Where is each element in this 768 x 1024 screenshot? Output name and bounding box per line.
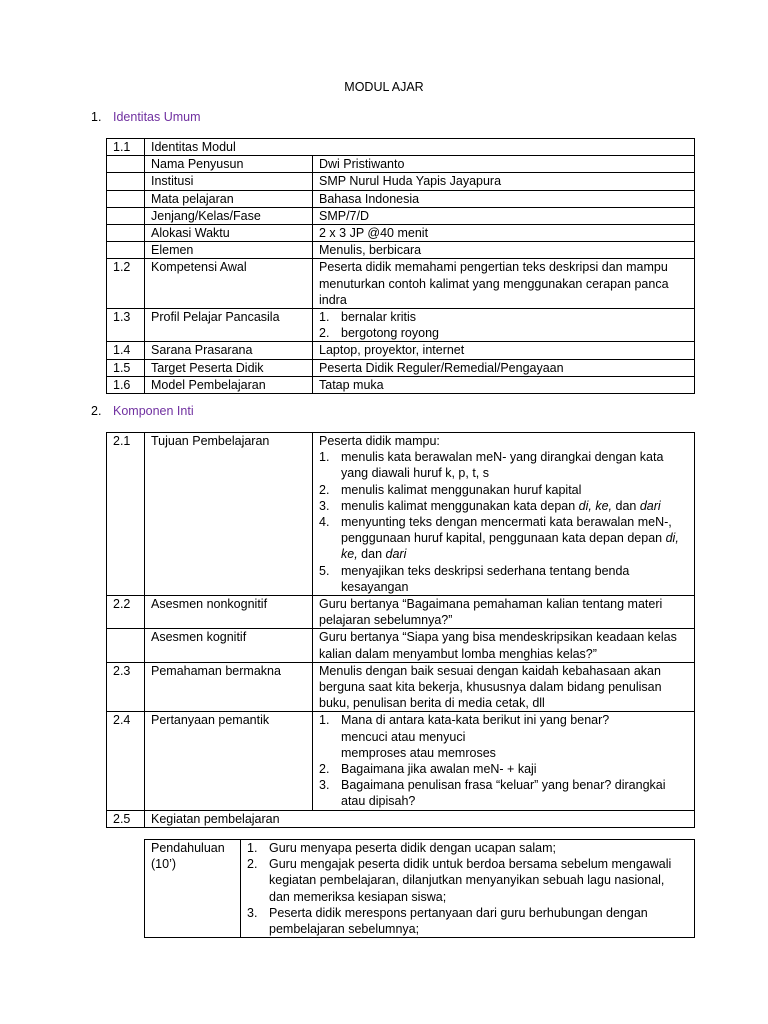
row-number-empty <box>107 242 145 259</box>
row-value: Tatap muka <box>313 376 695 393</box>
row-value: Peserta didik memahami pengertian teks deskripsi dan mampu menuturkan contoh kalimat yang menggunakan cerapan panca indra <box>313 259 695 309</box>
row-number: 2.3 <box>107 662 145 712</box>
row-number: 1.6 <box>107 376 145 393</box>
table-row <box>107 376 695 393</box>
row-value <box>313 433 695 596</box>
table-row <box>107 156 695 173</box>
tujuan-list <box>319 449 688 595</box>
row-value: SMP Nurul Huda Yapis Jayapura <box>313 173 695 190</box>
row-label: Pertanyaan pemantik <box>145 712 313 810</box>
row-label: Kegiatan pembelajaran <box>145 810 695 827</box>
kegiatan-table <box>144 839 695 938</box>
section-number: 1. <box>91 110 102 124</box>
list-item: 3. Bagaimana penulisan frasa “keluar” yang benar? dirangkai atau dipisah? <box>319 778 666 809</box>
row-number-empty <box>107 156 145 173</box>
section-number: 2. <box>91 404 102 418</box>
row-value: Bahasa Indonesia <box>313 190 695 207</box>
table-row <box>107 309 695 342</box>
list-item: 2. Guru mengajak peserta didik untuk berdoa bersama sebelum mengawali kegiatan pembelajaran, dilanjutkan menyanyikan sebuah lagu nasional, dan memeriksa kesiapan siswa; <box>247 857 672 904</box>
row-label: Mata pelajaran <box>145 190 313 207</box>
phase-label: Pendahuluan (10’) <box>145 840 241 938</box>
list-item: 4. menyunting teks dengan mencermati kata berawalan meN-, penggunaan huruf kapital, penggunaan kata depan depan di, ke, dan dari <box>319 515 679 562</box>
table-row <box>107 359 695 376</box>
pertanyaan-list <box>319 712 688 809</box>
row-number: 1.4 <box>107 342 145 359</box>
table-row <box>107 173 695 190</box>
row-label: Asesmen kognitif <box>145 629 313 662</box>
list-item: 1. Mana di antara kata-kata berikut ini yang benar? mencuci atau menyuci memproses atau memroses <box>319 713 610 760</box>
row-number-empty <box>107 225 145 242</box>
section-heading-komponen <box>91 404 194 418</box>
table-row <box>145 840 695 938</box>
row-value: Guru bertanya “Siapa yang bisa mendeskripsikan keadaan kelas kalian dalam menyambut lomba menghias kelas?” <box>313 629 695 662</box>
list-item: 2. menulis kalimat menggunakan huruf kapital <box>319 482 582 497</box>
list-item: 3. Peserta didik merespons pertanyaan dari guru berhubungan dengan pembelajaran sebelumnya; <box>247 905 648 937</box>
row-label: Asesmen nonkognitif <box>145 596 313 629</box>
pendahuluan-list <box>247 840 688 937</box>
row-number: 2.5 <box>107 810 145 827</box>
row-value <box>313 309 695 342</box>
table-row <box>107 810 695 827</box>
row-label: Institusi <box>145 173 313 190</box>
table-row <box>107 433 695 596</box>
row-number: 2.1 <box>107 433 145 596</box>
row-value: Dwi Pristiwanto <box>313 156 695 173</box>
row-value: Laptop, proyektor, internet <box>313 342 695 359</box>
section-title: Identitas Umum <box>113 110 201 124</box>
table-row <box>107 190 695 207</box>
profil-list <box>319 309 688 341</box>
table-row <box>107 712 695 810</box>
row-label: Sarana Prasarana <box>145 342 313 359</box>
tujuan-intro: Peserta didik mampu: <box>319 434 440 448</box>
row-value: Guru bertanya “Bagaimana pemahaman kalian tentang materi pelajaran sebelumnya?” <box>313 596 695 629</box>
document-title: MODUL AJAR <box>344 80 424 94</box>
list-item: 2. bergotong royong <box>319 326 439 341</box>
row-value: Menulis, berbicara <box>313 242 695 259</box>
list-item: 2. Bagaimana jika awalan meN- + kaji <box>319 762 537 777</box>
row-label: Jenjang/Kelas/Fase <box>145 207 313 224</box>
row-value: Menulis dengan baik sesuai dengan kaidah kebahasaan akan berguna saat kita bekerja, khususnya dalam bidang penulisan buku, penulisan berita di media cetak, dll <box>313 662 695 712</box>
section-title: Komponen Inti <box>113 404 194 418</box>
list-item: 5. menyajikan teks deskripsi sederhana tentang benda kesayangan <box>319 563 630 594</box>
row-number: 1.2 <box>107 259 145 309</box>
row-number: 2.4 <box>107 712 145 810</box>
list-item: 1. Guru menyapa peserta didik dengan ucapan salam; <box>247 841 556 855</box>
table-row <box>107 225 695 242</box>
table-row <box>107 242 695 259</box>
identitas-table <box>106 138 695 394</box>
row-value: SMP/7/D <box>313 207 695 224</box>
table-row <box>107 629 695 662</box>
row-label: Nama Penyusun <box>145 156 313 173</box>
list-item: 1. bernalar kritis <box>319 310 417 325</box>
row-value <box>313 712 695 810</box>
row-label: Profil Pelajar Pancasila <box>145 309 313 342</box>
row-number-empty <box>107 173 145 190</box>
row-number-empty <box>107 190 145 207</box>
table-row <box>107 596 695 629</box>
row-label: Target Peserta Didik <box>145 359 313 376</box>
row-label: Model Pembelajaran <box>145 376 313 393</box>
list-item: 3. menulis kalimat menggunakan kata depan di, ke, dan dari <box>319 498 661 513</box>
table-row <box>107 342 695 359</box>
list-item: 1. menulis kata berawalan meN- yang dirangkai dengan kata yang diawali huruf k, p, t, s <box>319 450 664 481</box>
row-label: Kompetensi Awal <box>145 259 313 309</box>
row-label: Elemen <box>145 242 313 259</box>
row-value: Peserta Didik Reguler/Remedial/Pengayaan <box>313 359 695 376</box>
row-label: Alokasi Waktu <box>145 225 313 242</box>
row-number: 1.1 <box>107 139 145 156</box>
komponen-inti-table <box>106 432 695 828</box>
table-row <box>107 139 695 156</box>
row-number-empty <box>107 207 145 224</box>
row-label: Tujuan Pembelajaran <box>145 433 313 596</box>
table-row <box>107 259 695 309</box>
row-value: 2 x 3 JP @40 menit <box>313 225 695 242</box>
phase-content <box>241 840 695 938</box>
section-heading-identitas <box>91 110 201 124</box>
row-label: Pemahaman bermakna <box>145 662 313 712</box>
row-number: 2.2 <box>107 596 145 629</box>
row-number: 1.5 <box>107 359 145 376</box>
table-row <box>107 207 695 224</box>
row-label: Identitas Modul <box>145 139 695 156</box>
row-number-empty <box>107 629 145 662</box>
row-number: 1.3 <box>107 309 145 342</box>
table-row <box>107 662 695 712</box>
